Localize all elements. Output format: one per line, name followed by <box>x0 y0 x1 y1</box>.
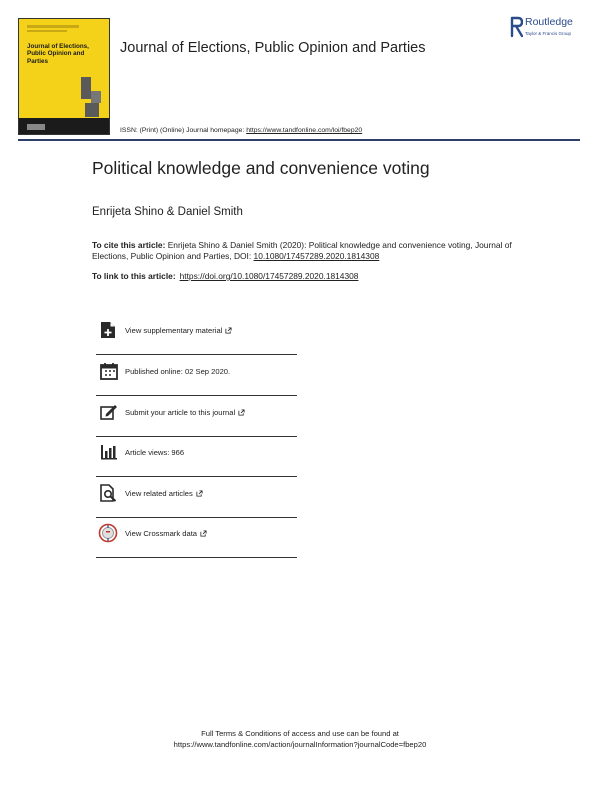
doi-link[interactable]: 10.1080/17457289.2020.1814308 <box>253 251 380 261</box>
cover-graphic <box>85 103 99 117</box>
journal-homepage-link[interactable]: https://www.tandfonline.com/loi/fbep20 <box>246 127 363 134</box>
external-link-icon <box>196 490 203 497</box>
article-link-block <box>92 271 512 281</box>
calendar-icon <box>100 362 118 380</box>
publisher-name: Routledge <box>525 16 573 28</box>
publication-date: Published online: 02 Sep 2020. <box>125 367 231 376</box>
cite-text: Enrijeta Shino & Daniel Smith (2020): Political knowledge and convenience voting, Journal of Elections, Public Opinion and Parties, DOI: <box>92 240 512 261</box>
journal-cover-image <box>18 18 110 135</box>
action-label: Submit your article to this journal <box>125 408 245 417</box>
article-title: Political knowledge and convenience voting <box>92 158 430 178</box>
publisher-logo[interactable] <box>510 14 590 48</box>
article-url-link[interactable]: https://doi.org/10.1080/17457289.2020.1814308 <box>179 271 359 281</box>
supplementary-file-icon <box>100 321 116 339</box>
cover-footer-band <box>19 118 109 134</box>
link-label: To link to this article: <box>92 271 176 281</box>
bar-chart-icon <box>100 443 118 461</box>
issn-line <box>120 127 362 134</box>
journal-title: Journal of Elections, Public Opinion and Parties <box>120 40 426 56</box>
cover-graphic <box>91 91 101 103</box>
action-label: View supplementary material <box>125 326 232 335</box>
action-row-published <box>96 355 297 396</box>
external-link-icon <box>200 530 207 537</box>
footer-terms <box>0 728 600 750</box>
action-row-views <box>96 436 297 477</box>
external-link-icon <box>238 409 245 416</box>
action-row-supplementary[interactable] <box>96 314 297 355</box>
cite-label: To cite this article: <box>92 240 166 250</box>
cover-volume-line <box>27 30 67 32</box>
search-document-icon <box>100 484 118 502</box>
footer-terms-text: Full Terms & Conditions of access and use can be found at <box>201 729 399 738</box>
crossmark-icon <box>98 523 118 543</box>
cover-publisher-logo <box>27 124 45 130</box>
article-authors: Enrijeta Shino & Daniel Smith <box>92 206 243 218</box>
edit-icon <box>100 403 118 421</box>
cover-volume-line <box>27 25 79 28</box>
header-divider <box>18 139 580 141</box>
action-row-related[interactable] <box>96 477 297 518</box>
issn-text: ISSN: (Print) (Online) Journal homepage: <box>120 127 247 134</box>
footer-terms-link[interactable]: https://www.tandfonline.com/action/journalInformation?journalCode=fbep20 <box>173 740 427 749</box>
publisher-tagline: Taylor & Francis Group <box>525 31 572 36</box>
article-views: Article views: 966 <box>125 448 185 457</box>
cover-graphic <box>81 77 91 99</box>
action-row-crossmark[interactable] <box>96 517 297 558</box>
cover-title: Journal of Elections, Public Opinion and Parties <box>27 43 89 65</box>
external-link-icon <box>225 327 232 334</box>
action-label: View Crossmark data <box>125 529 207 538</box>
action-row-submit[interactable] <box>96 396 297 437</box>
routledge-r-icon <box>510 16 523 38</box>
action-label: View related articles <box>125 489 203 498</box>
citation-block <box>92 240 512 262</box>
